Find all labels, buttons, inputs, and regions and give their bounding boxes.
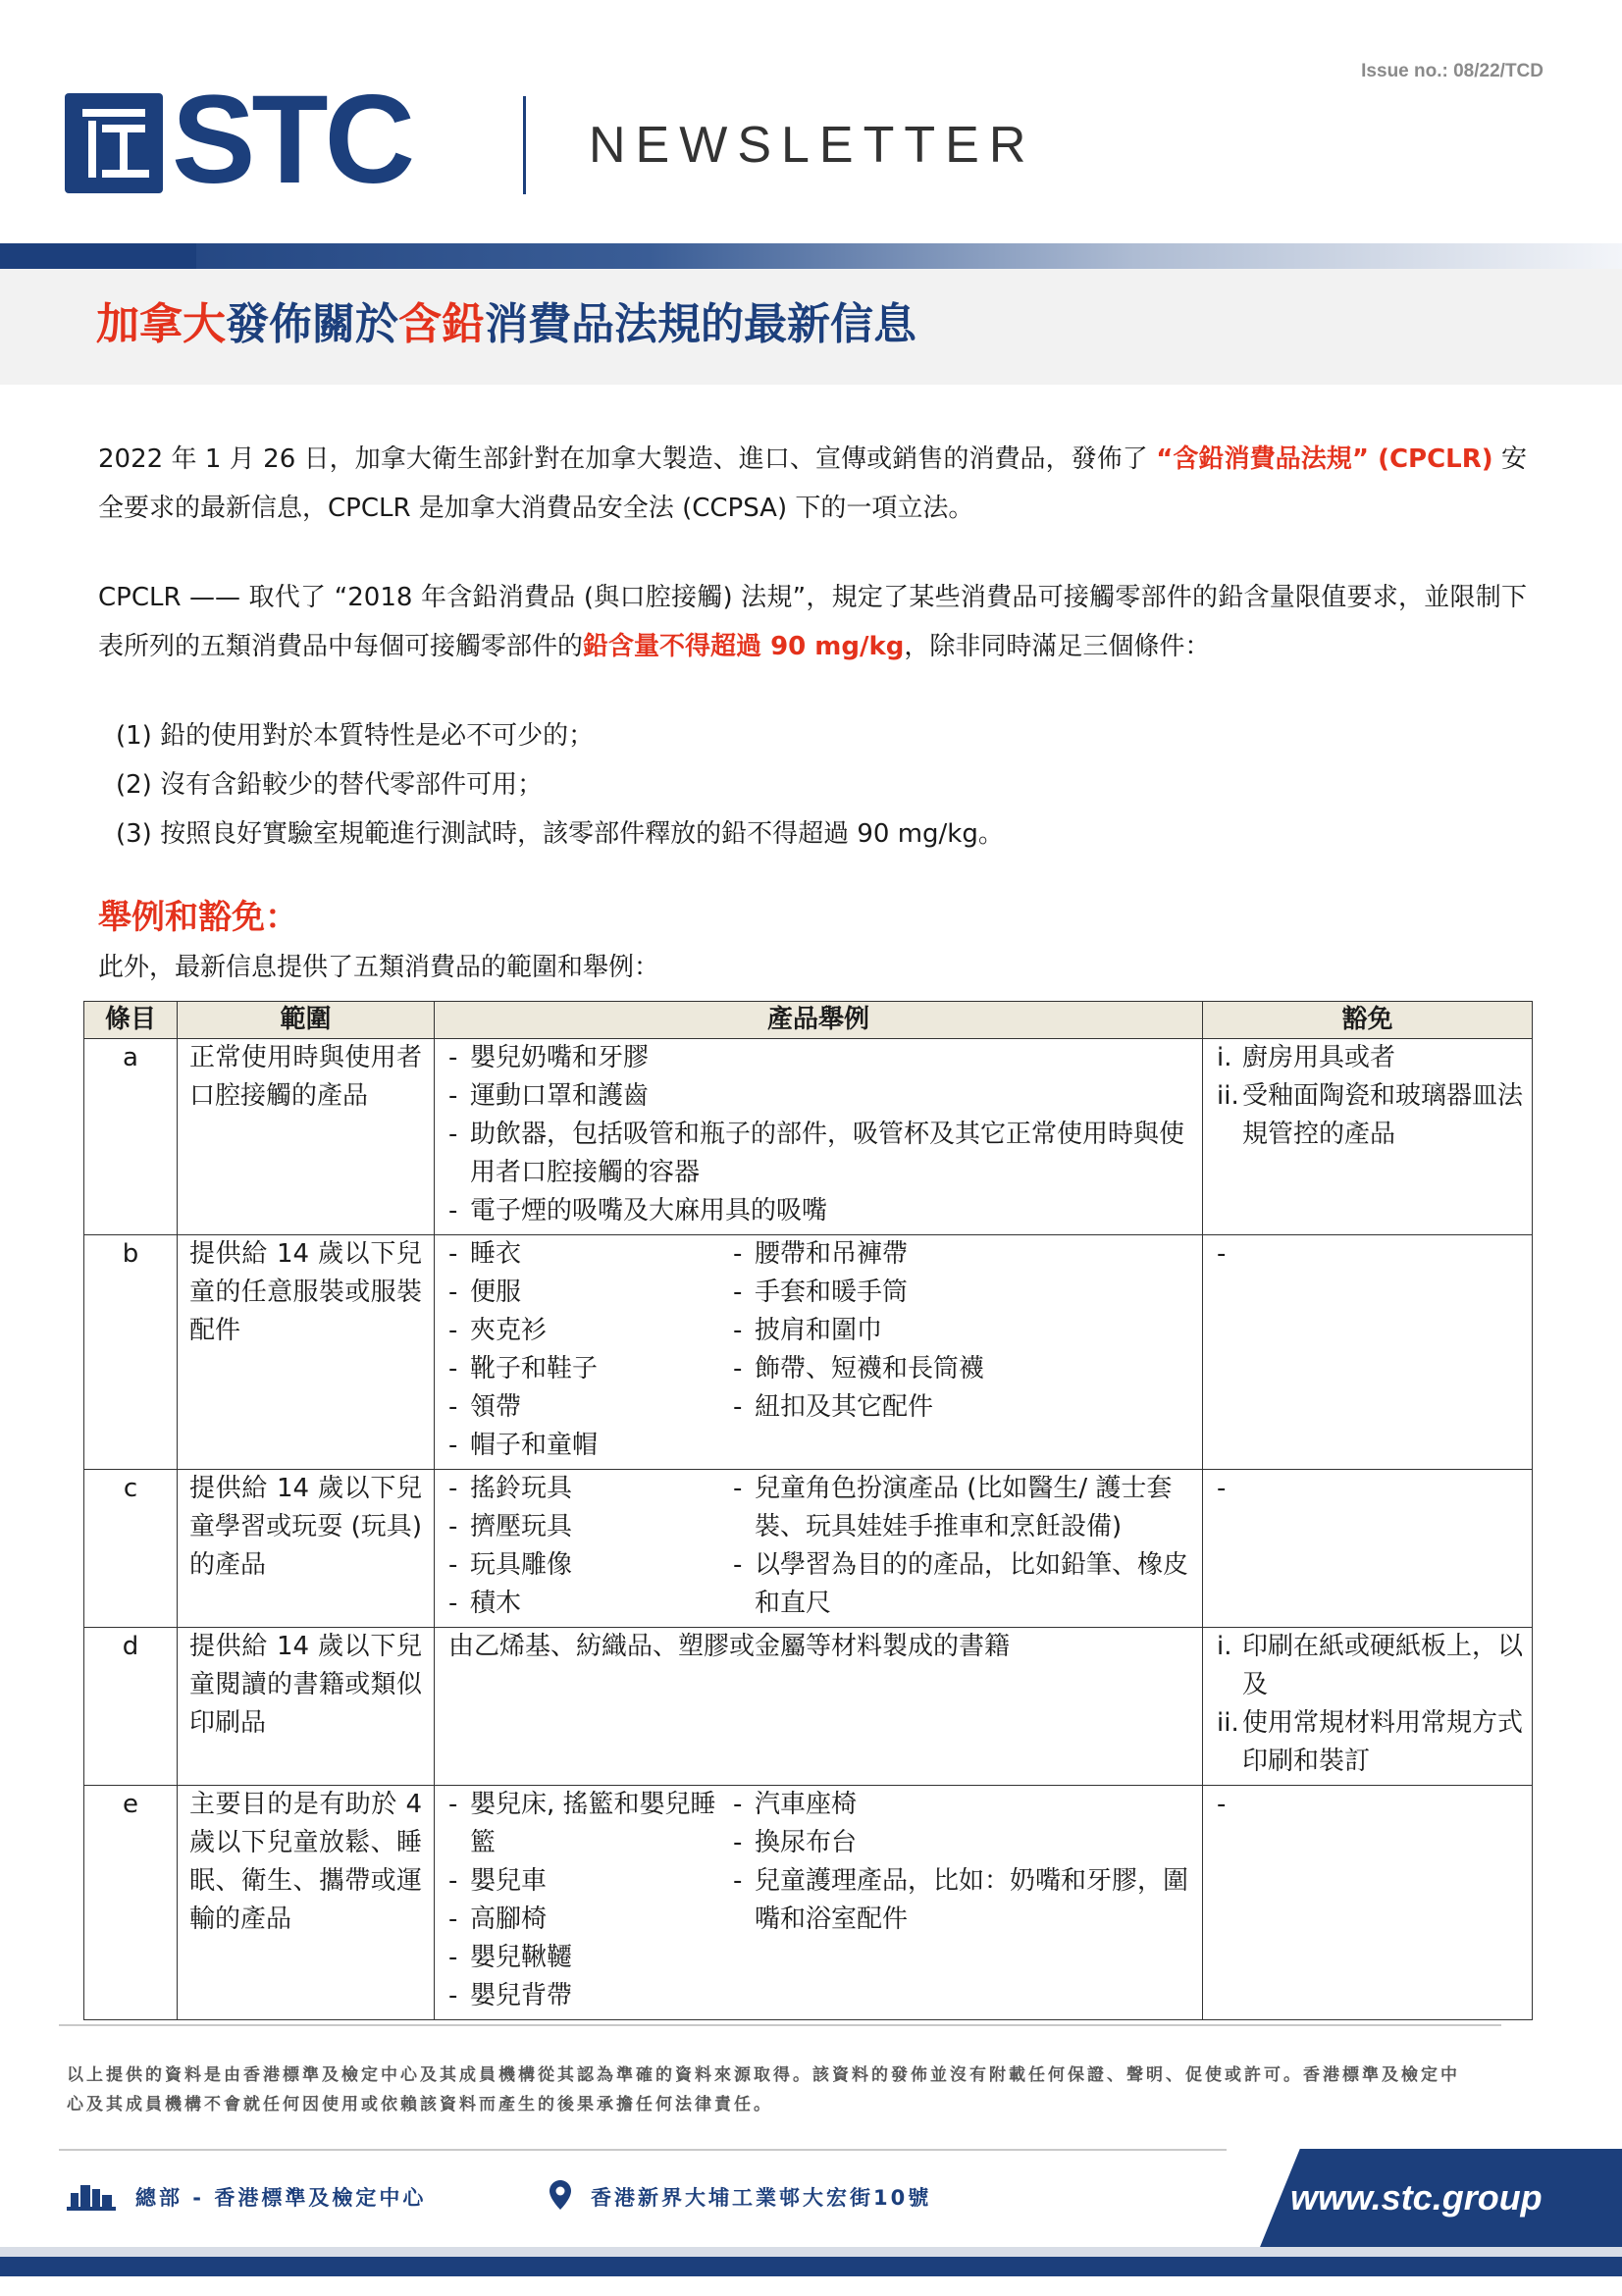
section-title: 舉例和豁免：: [98, 898, 298, 937]
exemption-marker: ii.: [1217, 1708, 1239, 1738]
example-item: - 披肩和圍巾: [727, 1312, 1194, 1350]
title-part-1: 加拿大: [96, 299, 226, 349]
example-item: - 嬰兒背帶: [443, 1977, 727, 2015]
exemption-text: 印刷在紙或硬紙板上，以及: [1242, 1632, 1524, 1699]
footer-divider: [59, 2024, 1501, 2026]
table-row: [84, 1039, 1533, 1235]
header-examples: 產品舉例: [435, 1002, 1203, 1039]
section-intro: 此外，最新信息提供了五類消費品的範圍和舉例：: [98, 953, 660, 982]
exemption-item: [1211, 1039, 1524, 1077]
brand-name: STC: [172, 70, 411, 210]
example-item: - 靴子和鞋子: [443, 1350, 727, 1388]
example-item: - 換尿布台: [727, 1824, 1194, 1862]
row-examples: [435, 1235, 1203, 1470]
exemption-none: -: [1217, 1474, 1227, 1503]
exemption-none: -: [1217, 1239, 1227, 1269]
footer-divider-2: [59, 2149, 1227, 2151]
header-exemptions: 豁免: [1203, 1002, 1533, 1039]
row-examples: [435, 1470, 1203, 1628]
condition-item: (3) 按照良好實驗室規範進行測試時，該零部件釋放的鉛不得超過 90 mg/kg。: [116, 819, 1004, 849]
example-item: - 便服: [443, 1274, 727, 1312]
table-row: [84, 1628, 1533, 1786]
location-pin-icon: [549, 2180, 571, 2210]
example-item: - 飾帶、短襪和長筒襪: [727, 1350, 1194, 1388]
title-part-4: 消費品法規的最新信息: [485, 299, 916, 349]
example-item: - 電子煙的吸嘴及大麻用具的吸嘴: [443, 1192, 1194, 1230]
row-scope: 主要目的是有助於 4 歲以下兒童放鬆、睡眠、衛生、攜帶或運輸的產品: [178, 1786, 435, 2020]
example-item: - 腰帶和吊褲帶: [727, 1235, 1194, 1274]
row-exemptions: [1203, 1628, 1533, 1786]
example-item: - 兒童角色扮演產品 (比如醫生/ 護士套裝、玩具娃娃手推車和烹飪設備): [727, 1470, 1194, 1546]
title-part-3: 含鉛: [398, 299, 485, 349]
example-item: - 帽子和童帽: [443, 1427, 727, 1465]
intro-p2-highlight: 鉛含量不得超過 90 mg/kg: [583, 632, 905, 661]
table-row: [84, 1235, 1533, 1470]
example-item: - 高腳椅: [443, 1901, 727, 1939]
row-id: e: [84, 1786, 178, 2020]
building-icon: [67, 2181, 116, 2211]
example-item: - 夾克衫: [443, 1312, 727, 1350]
footer-bar: [0, 2257, 1622, 2276]
row-examples: [435, 1039, 1203, 1235]
website-link[interactable]: www.stc.group: [1290, 2177, 1543, 2218]
row-scope: 提供給 14 歲以下兒童閱讀的書籍或類似印刷品: [178, 1628, 435, 1786]
intro-p1-text-c: 安全要求的最新信息，CPCLR 是加拿大消費品安全法 (CCPSA) 下的一項立法。: [98, 444, 1528, 523]
example-item: - 兒童護理產品，比如：奶嘴和牙膠，圍嘴和浴室配件: [727, 1862, 1194, 1939]
example-item: - 嬰兒車: [443, 1862, 727, 1901]
condition-item: (1) 鉛的使用對於本質特性是必不可少的；: [116, 721, 595, 751]
table-header-row: [84, 1002, 1533, 1039]
row-examples: [435, 1628, 1203, 1786]
row-examples: [435, 1786, 1203, 2020]
row-id: d: [84, 1628, 178, 1786]
example-item: - 手套和暖手筒: [727, 1274, 1194, 1312]
header-scope: 範圍: [178, 1002, 435, 1039]
example-item: - 紐扣及其它配件: [727, 1388, 1194, 1427]
example-item: - 助飲器，包括吸管和瓶子的部件，吸管杯及其它正常使用時與使用者口腔接觸的容器: [443, 1116, 1194, 1192]
title-part-2: 發佈關於: [226, 299, 398, 349]
example-item: - 嬰兒奶嘴和牙膠: [443, 1039, 1194, 1077]
example-item: - 嬰兒床, 搖籃和嬰兒睡籃: [443, 1786, 727, 1862]
row-scope: 提供給 14 歲以下兒童的任意服裝或服裝配件: [178, 1235, 435, 1470]
exemption-item: [1211, 1704, 1524, 1781]
exemption-marker: ii.: [1217, 1081, 1239, 1111]
row-exemptions: [1203, 1039, 1533, 1235]
example-item: - 積木: [443, 1585, 727, 1623]
conditions-list: [116, 711, 1004, 859]
header-item: 條目: [84, 1002, 178, 1039]
exemption-text: 使用常規材料用常規方式印刷和裝訂: [1242, 1708, 1524, 1776]
exemption-item: [1211, 1628, 1524, 1704]
intro-p1-text-a: 2022 年 1 月 26 日，加拿大衛生部針對在加拿大製造、進口、宣傳或銷售的消費品，發佈了: [98, 444, 1148, 474]
example-item: - 睡衣: [443, 1235, 727, 1274]
header-divider: [523, 96, 526, 194]
exemption-marker: i.: [1217, 1043, 1232, 1072]
row-exemptions: [1203, 1786, 1533, 2020]
example-item: - 擠壓玩具: [443, 1508, 727, 1546]
products-table: [83, 1001, 1533, 2020]
table-row: [84, 1786, 1533, 2020]
intro-p2-text-c: ，除非同時滿足三個條件：: [904, 632, 1211, 661]
intro-p1-highlight: “含鉛消費品法規” (CPCLR): [1156, 444, 1493, 474]
row-scope: 正常使用時與使用者口腔接觸的產品: [178, 1039, 435, 1235]
row-scope: 提供給 14 歲以下兒童學習或玩耍 (玩具) 的產品: [178, 1470, 435, 1628]
footer-strip: [0, 2247, 1622, 2257]
article-title: [96, 296, 916, 353]
example-item: - 汽車座椅: [727, 1786, 1194, 1824]
disclaimer: 以上提供的資料是由香港標準及檢定中心及其成員機構從其認為準確的資料來源取得。該資料的發佈並沒有附載任何保證、聲明、促使或許可。香港標準及檢定中心及其成員機構不會就任何因使用或依賴該資料而產生的後果承擔任何法律責任。: [67, 2065, 1460, 2114]
headquarters-text: 總部 - 香港標準及檢定中心: [135, 2186, 427, 2210]
header-band-dark: [0, 243, 196, 269]
condition-item: (2) 沒有含鉛較少的替代零部件可用；: [116, 770, 544, 800]
example-item: - 嬰兒鞦韆: [443, 1939, 727, 1977]
row-id: a: [84, 1039, 178, 1235]
exemption-text: 廚房用具或者: [1242, 1043, 1396, 1072]
intro-paragraph-1: [98, 435, 1527, 533]
newsletter-label: NEWSLETTER: [589, 117, 1036, 174]
example-item: - 運動口罩和護齒: [443, 1077, 1194, 1116]
intro-paragraph-2: [98, 573, 1527, 671]
stc-logo-mark: [65, 93, 163, 193]
issue-number: Issue no.: 08/22/TCD: [1361, 61, 1544, 81]
example-text: 由乙烯基、紡織品、塑膠或金屬等材料製成的書籍: [448, 1632, 1011, 1661]
row-exemptions: [1203, 1470, 1533, 1628]
exemption-text: 受釉面陶瓷和玻璃器皿法規管控的產品: [1242, 1081, 1524, 1149]
example-item: - 搖鈴玩具: [443, 1470, 727, 1508]
address-text: 香港新界大埔工業邨大宏街10號: [591, 2186, 932, 2210]
row-exemptions: [1203, 1235, 1533, 1470]
exemption-item: [1211, 1077, 1524, 1154]
intro-p2-text-a: CPCLR —— 取代了 “2018 年含鉛消費品 (與口腔接觸) 法規”，規定了某些消費品可接觸零部件的鉛含量限值要求，並限制下表所列的五類消費品中每個可接觸零部件的: [98, 583, 1527, 661]
row-id: c: [84, 1470, 178, 1628]
row-id: b: [84, 1235, 178, 1470]
example-item: - 玩具雕像: [443, 1546, 727, 1585]
exemption-none: -: [1217, 1790, 1227, 1819]
example-item: - 以學習為目的的產品，比如鉛筆、橡皮和直尺: [727, 1546, 1194, 1623]
exemption-marker: i.: [1217, 1632, 1232, 1661]
table-row: [84, 1470, 1533, 1628]
header-band: [0, 243, 1622, 269]
example-item: - 領帶: [443, 1388, 727, 1427]
